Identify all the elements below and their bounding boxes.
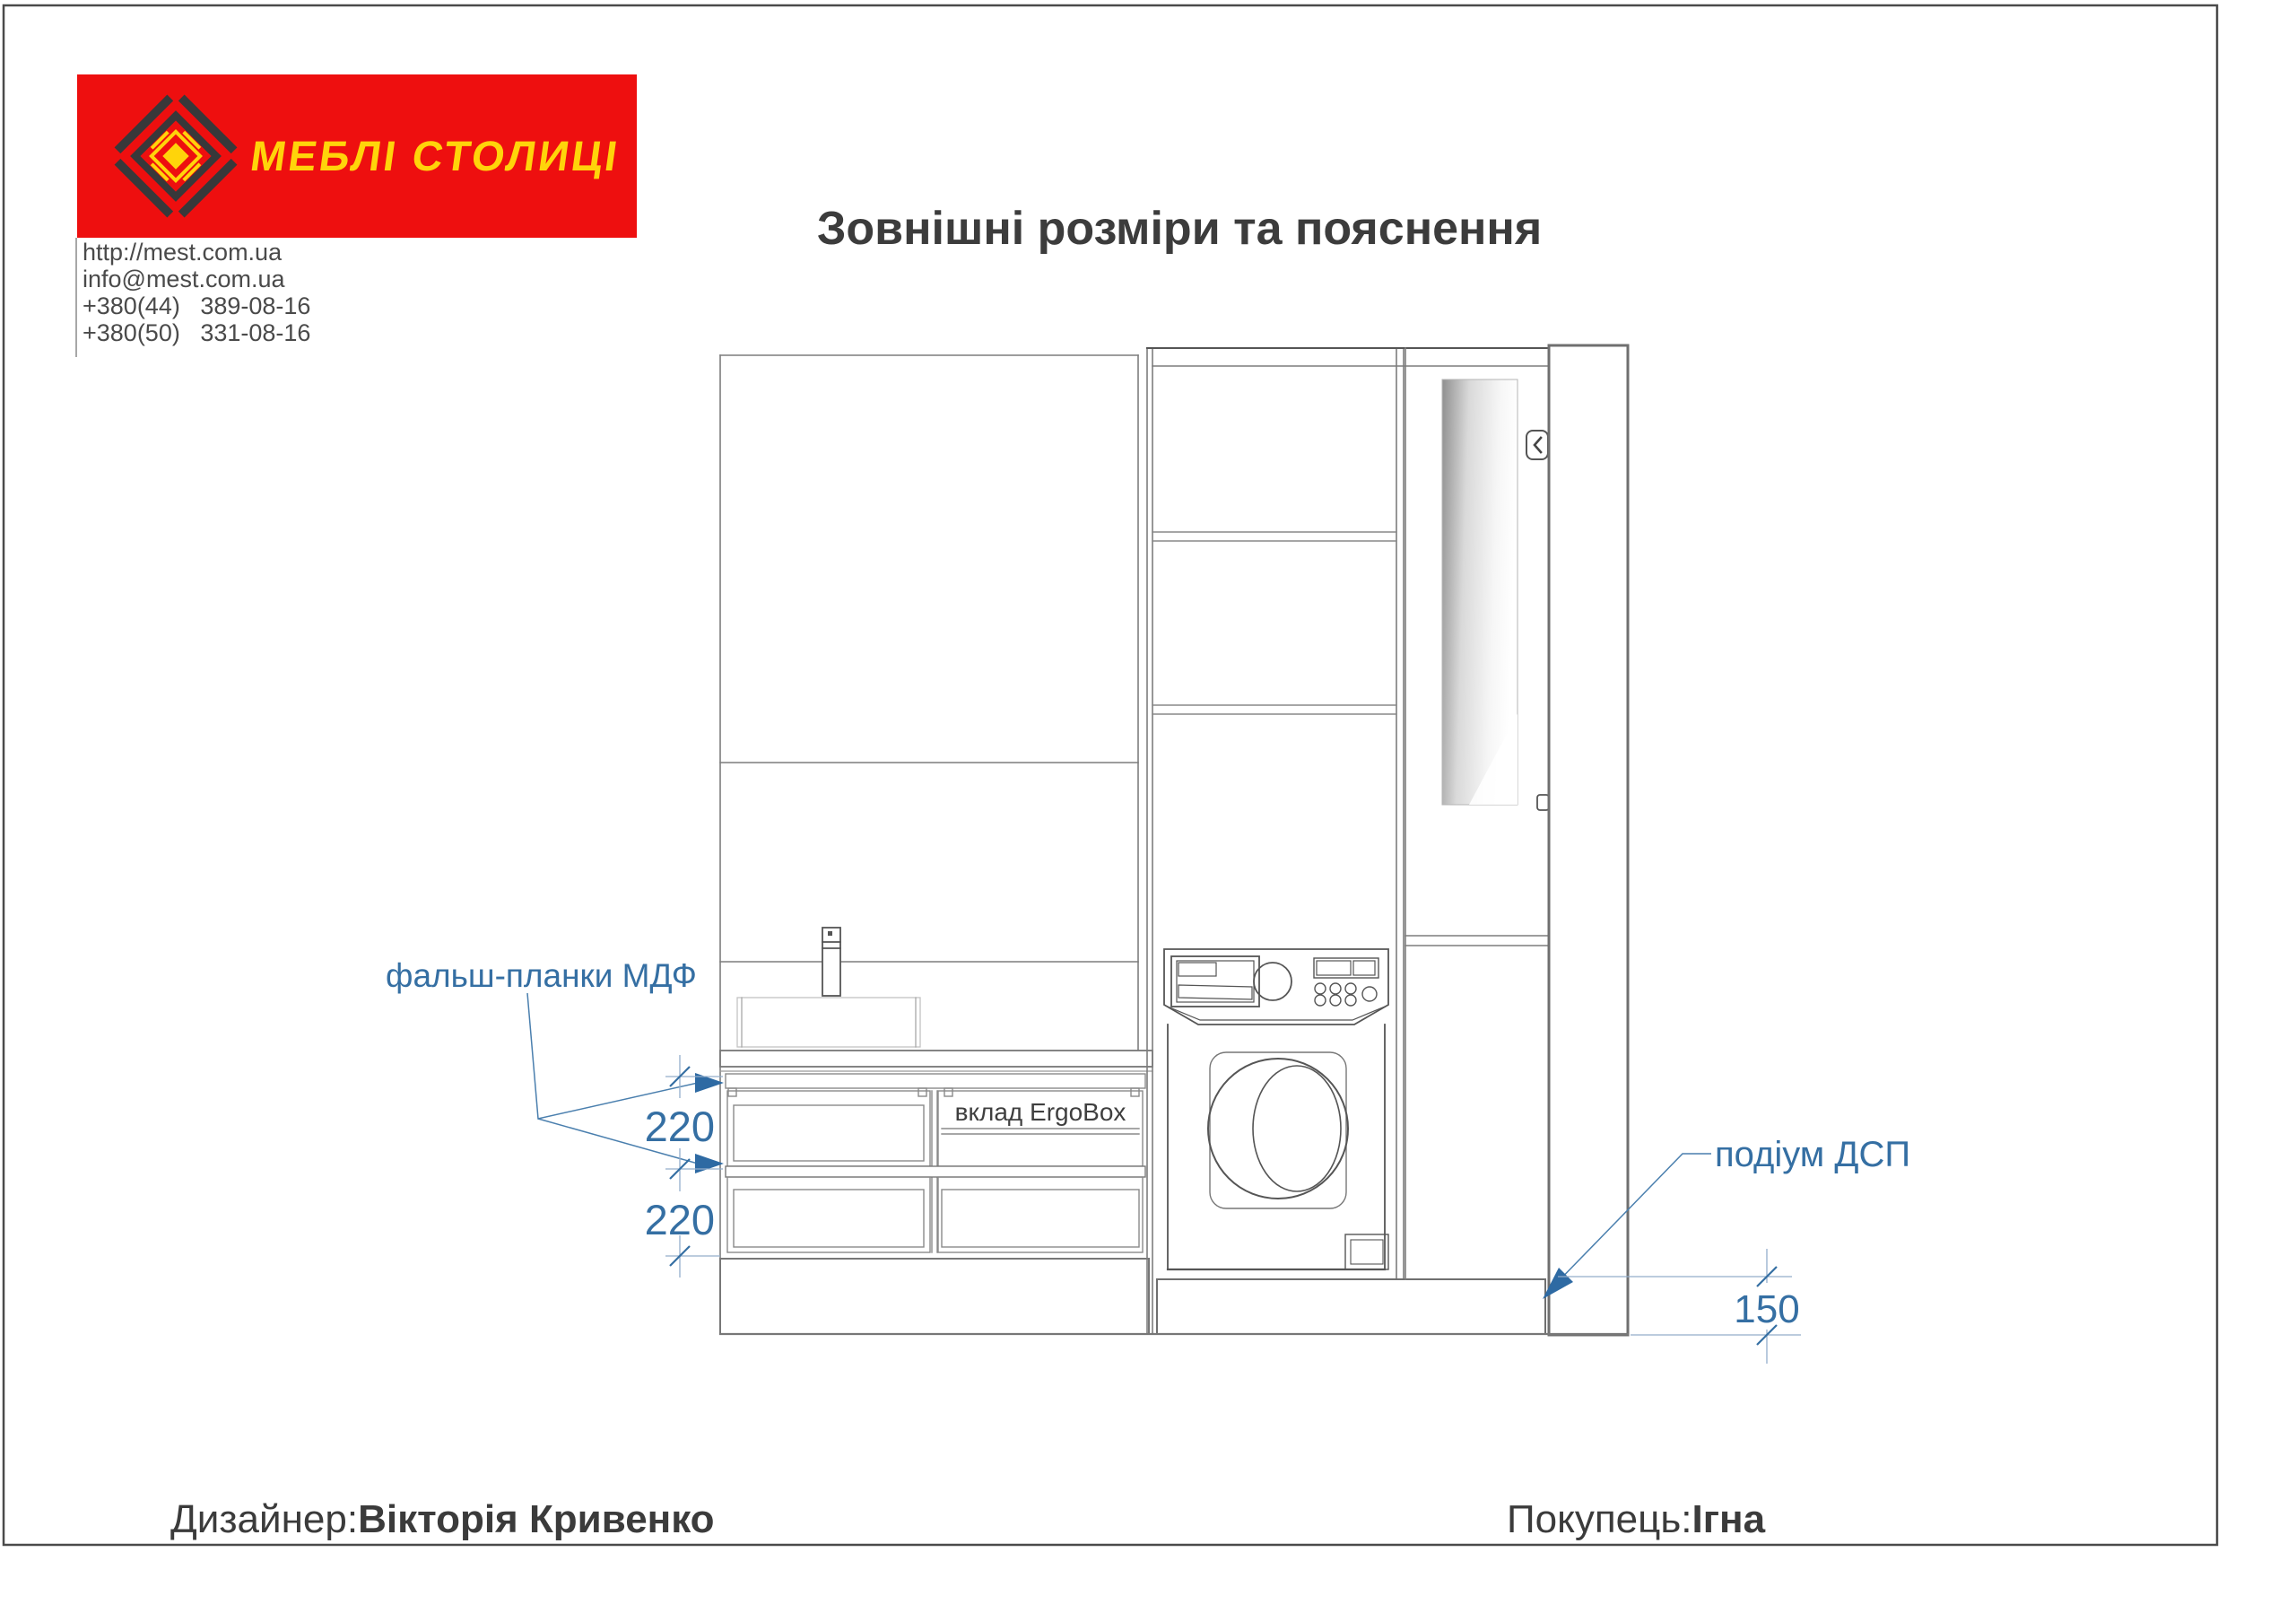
dimension-drawer-1: 220 bbox=[644, 1103, 715, 1150]
ergobox-insert-label: вклад ErgoBox bbox=[954, 1098, 1126, 1126]
washer-door[interactable] bbox=[1208, 1059, 1348, 1199]
designer-label: Дизайнер: bbox=[170, 1497, 359, 1541]
email-link[interactable]: info@mest.com.ua bbox=[83, 266, 285, 292]
false-strip-middle bbox=[726, 1166, 1145, 1177]
podium-front-right bbox=[1157, 1279, 1545, 1334]
mirror-cabinet bbox=[1405, 345, 1549, 1335]
phone-1: +380(44) 389-08-16 bbox=[83, 292, 311, 319]
false-strip-top bbox=[726, 1074, 1145, 1088]
drawer-left-1[interactable] bbox=[727, 1091, 930, 1166]
washing-machine bbox=[1164, 949, 1388, 1269]
shelf-column bbox=[1152, 532, 1396, 714]
leader-arrow-icon bbox=[1543, 1268, 1573, 1299]
footer bbox=[170, 1497, 1766, 1541]
furniture-elevation-drawing bbox=[720, 345, 1628, 1335]
phone-2: +380(50) 331-08-16 bbox=[83, 319, 311, 346]
left-panel-section bbox=[720, 355, 1138, 1334]
logo-block bbox=[77, 74, 637, 238]
mirror-door-handle-icon[interactable] bbox=[1526, 431, 1548, 459]
countertop bbox=[720, 1051, 1152, 1071]
designer-name: Вікторія Кривенко bbox=[358, 1497, 715, 1541]
dimension-podium-height: 150 bbox=[1734, 1287, 1800, 1331]
drawer-left-2[interactable] bbox=[727, 1177, 930, 1252]
drawer-right-2[interactable] bbox=[938, 1177, 1143, 1252]
website-link[interactable]: http://mest.com.ua bbox=[83, 239, 283, 266]
false-strips-label: фальш-планки МДФ bbox=[386, 957, 697, 994]
podium-label: подіум ДСП bbox=[1715, 1135, 1911, 1174]
contact-block bbox=[76, 238, 310, 357]
brand-name: МЕБЛІ СТОЛИЦІ bbox=[247, 133, 623, 180]
podium-side-panel bbox=[1549, 345, 1628, 1335]
dimension-drawer-2: 220 bbox=[644, 1196, 715, 1243]
page-title: Зовнішні розміри та пояснення bbox=[816, 203, 1543, 255]
customer-name: Ігна bbox=[1692, 1497, 1766, 1541]
customer-field bbox=[1507, 1497, 1766, 1541]
faucet bbox=[822, 928, 840, 996]
designer-field bbox=[170, 1497, 715, 1541]
podium-front-left bbox=[720, 1259, 1149, 1334]
sink-basin bbox=[737, 998, 920, 1047]
customer-label: Покупець: bbox=[1507, 1497, 1692, 1541]
mirror-door-bottom-handle-icon[interactable] bbox=[1537, 795, 1549, 810]
